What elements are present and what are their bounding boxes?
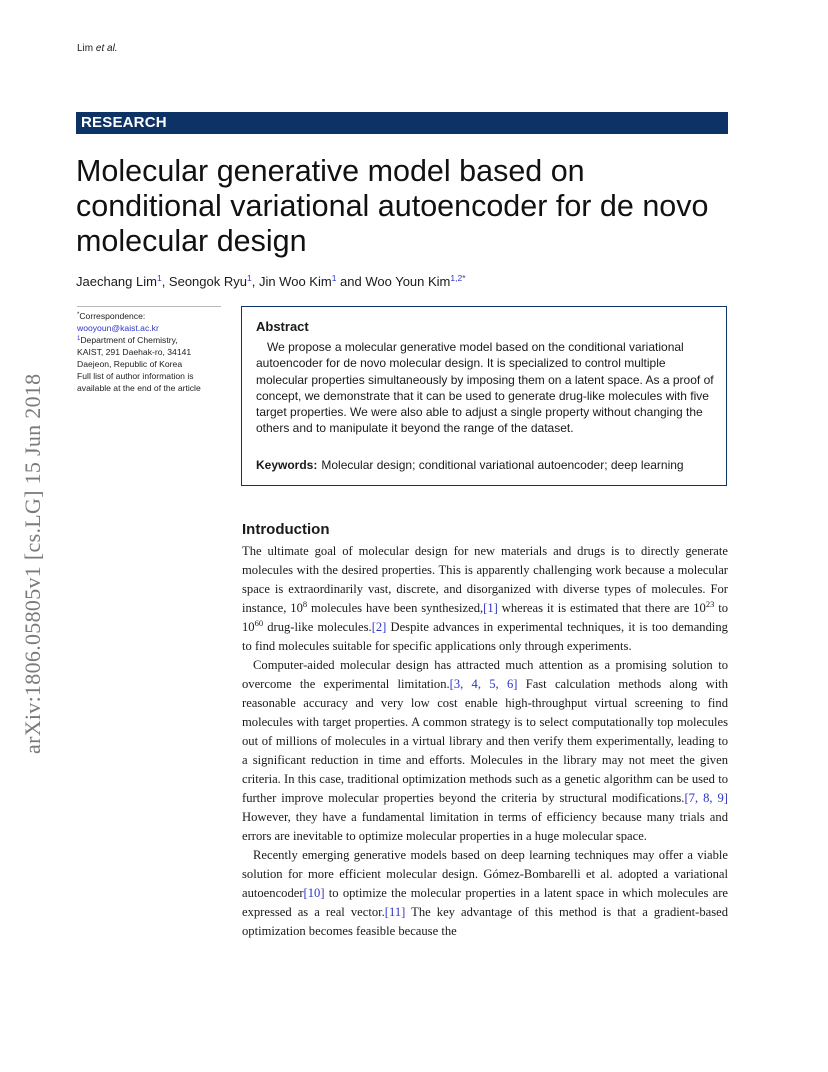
running-head-etal: et al. [95, 43, 118, 54]
intro-paragraph-1: The ultimate goal of molecular design for new materials and drugs is to directly generate molecules with the desired properties. This is apparently challenging work because a molecular space is extraordinarily vast, discrete, and disorganized with diverse types of molecules. For instance, $10^8$ molecules have been synthesized,[1] whereas it is estimated that there are $10^{23}$ to $10^{60}$ drug-like molecules.[2] Despite advances in experimental techniques, it is too demanding to find molecules suitable for specific applications only through experiments. [242, 544, 729, 653]
running-head-author: Lim [77, 43, 94, 54]
author-affiliation[interactable]: 1,2* [450, 273, 466, 283]
author-separator: and [336, 274, 366, 289]
side-notes [77, 310, 223, 394]
author-name: Seongok Ryu [168, 274, 247, 289]
side-notes-rule [77, 306, 221, 307]
keywords-label: Keywords: [256, 458, 318, 472]
intro-paragraph-2: Computer-aided molecular design has attracted much attention as a promising solution to overcome the experimental limitation.[3, 4, 5, 6] Fast calculation methods along with reasonable accuracy and very low cost enable high-throughput virtual screening to find molecules with target properties. A common strategy is to select computationally top molecules out of millions of molecules in a virtual library and then verify them experimentally, leading to a significant reduction in time and efforts. Molecules in the library may not meet the given criteria. In this case, traditional optimization methods such as a genetic algorithm can be used to further improve molecular properties beyond the criteria by structural modifications.[7, 8, 9] However, they have a fundamental limitation in terms of efficiency because many trials and errors are inevitable to optimize molecular properties in a huge molecular space. [242, 658, 728, 843]
author-list [76, 274, 466, 289]
citation-link[interactable]: [11] [384, 905, 406, 919]
correspondence-email-link[interactable]: wooyoun@kaist.ac.kr [77, 323, 159, 333]
citation-link[interactable]: [2] [371, 620, 387, 634]
author-name: Jin Woo Kim [258, 274, 332, 289]
intro-paragraph-3: Recently emerging generative models based on deep learning techniques may offer a viable solution for more efficient molecular design. Gómez-Bombarelli et al. adopted a variational autoencoder[10] to optimize the molecular properties in a latent space in which molecules are expressed as a real vector.[11] The key advantage of this method is that a gradient-based optimization becomes feasible because the [242, 848, 729, 938]
citation-link[interactable]: [1] [483, 601, 498, 615]
introduction-body [242, 542, 728, 941]
abstract-keywords [256, 458, 684, 472]
author-separator: , [161, 274, 169, 289]
banner-label: RESEARCH [81, 114, 167, 131]
citation-link[interactable]: [3, 4, 5, 6] [449, 677, 518, 691]
author-name: Woo Youn Kim [365, 274, 451, 289]
section-banner [76, 112, 728, 134]
author-info-note: Full list of author information is [77, 371, 194, 381]
citation-link[interactable]: [7, 8, 9] [684, 791, 728, 805]
affiliation-note: $^1$Department of Chemistry, [77, 335, 178, 345]
abstract-heading: Abstract [256, 319, 309, 334]
author-affiliation[interactable]: 1 [331, 273, 337, 283]
keywords-list: Molecular design; conditional variational autoencoder; deep learning [321, 458, 684, 472]
abstract-body: We propose a molecular generative model based on the conditional variational autoencoder for de novo molecular design. It is specialized to control multiple molecular properties simultaneously by imposing them on a latent space. As a proof of concept, we demonstrate that it can be used to generate drug-like molecules with five target properties. We were also able to adjust a single property without changing the others and to manipulate it beyond the range of the dataset. [256, 340, 714, 436]
arxiv-stamp: arXiv:1806.05805v1 [cs.LG] 15 Jun 2018 [20, 373, 45, 754]
correspondence-label: *Correspondence: [77, 311, 146, 321]
author-name: Jaechang Lim [76, 274, 157, 289]
citation-link[interactable]: [10] [303, 886, 325, 900]
introduction-heading: Introduction [242, 521, 330, 538]
paper-title: Molecular generative model based on conditional variational autoencoder for de novo molecular design [76, 154, 709, 258]
affiliation-line: Daejeon, Republic of Korea [77, 359, 183, 369]
author-separator: , [251, 274, 259, 289]
affiliation-line: KAIST, 291 Daehak-ro, 34141 [77, 347, 192, 357]
running-head [77, 43, 118, 54]
author-affiliation[interactable]: 1 [246, 273, 252, 283]
abstract-box [241, 306, 727, 486]
author-affiliation[interactable]: 1 [156, 273, 162, 283]
author-info-note: available at the end of the article [77, 383, 201, 393]
